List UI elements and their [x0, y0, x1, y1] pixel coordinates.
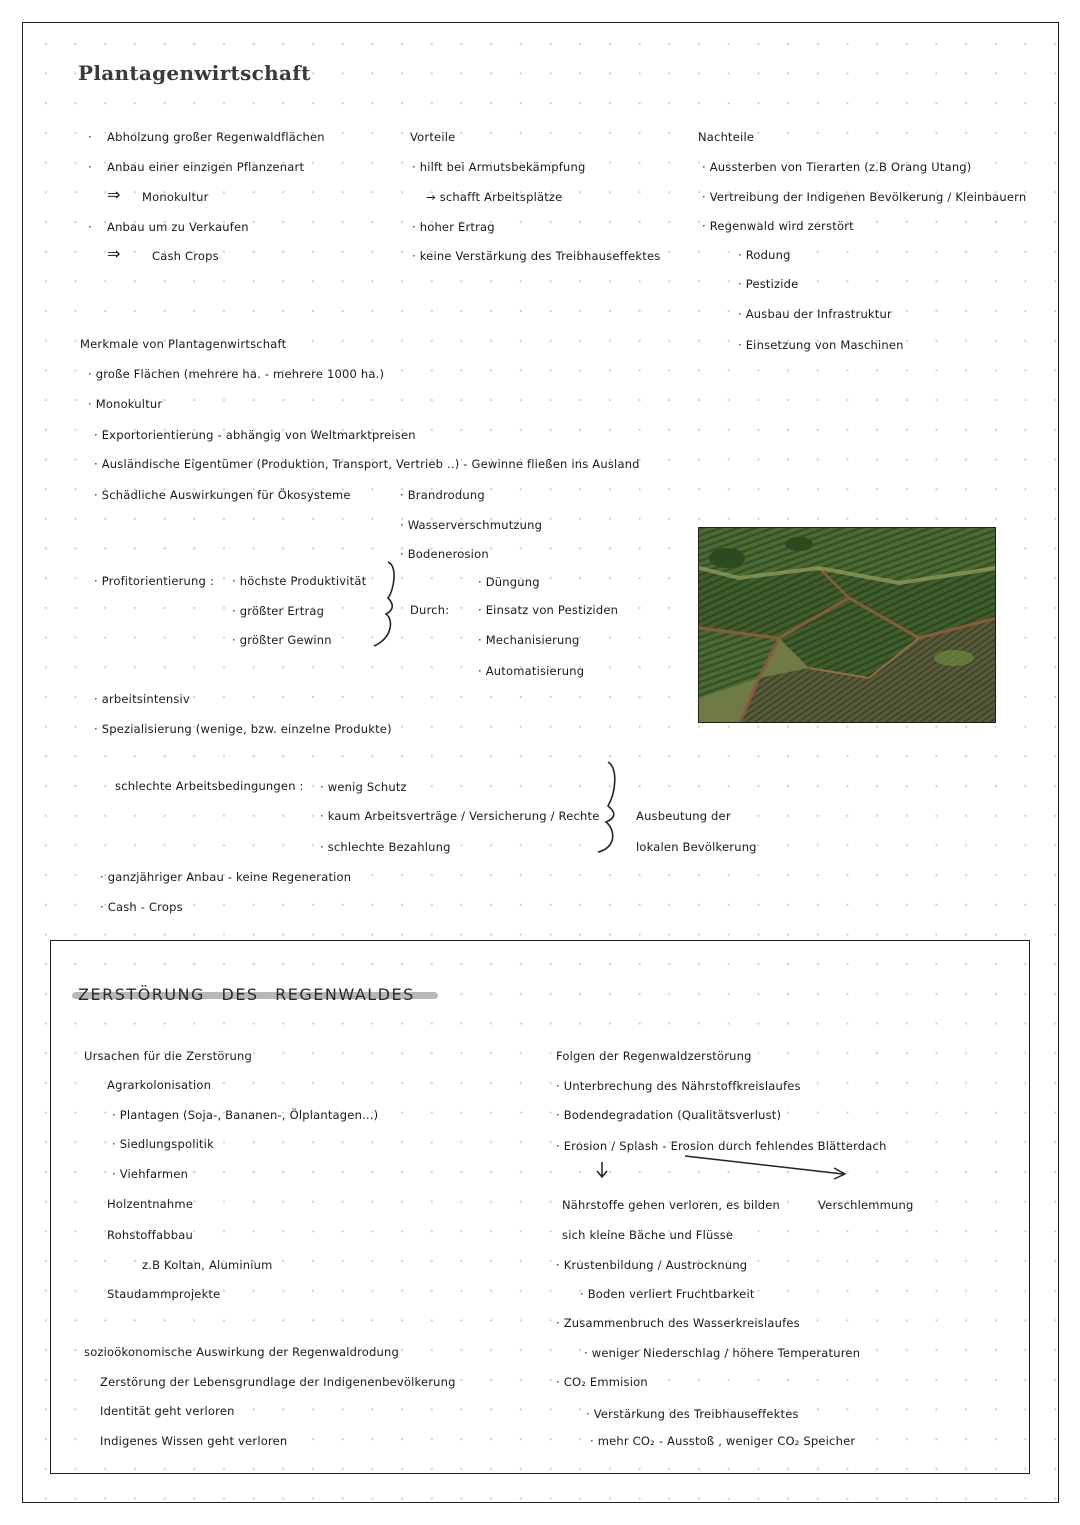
merkmal-text: ganzjähriger Anbau - keine Regeneration — [107, 870, 352, 884]
nachteil-text: Vertreibung der Indigenen Bevölkerung / Kleinbauern — [709, 190, 1027, 204]
durch-text: Automatisierung — [485, 664, 585, 678]
folge-text: Boden verliert Fruchtbarkeit — [587, 1287, 755, 1301]
folge-item: · Krustenbildung / Austrocknung — [556, 1258, 748, 1272]
implies-arrow-icon: ⇒ — [107, 244, 121, 263]
oeko-text: Brandrodung — [407, 488, 485, 502]
merkmal-text: Monokultur — [95, 397, 163, 411]
ursache-text: Plantagen (Soja-, Bananen-, Ölplantagen...) — [119, 1108, 379, 1122]
vorteil-text: hilft bei Armutsbekämpfung — [419, 160, 586, 174]
folge-text: Zusammenbruch des Wasserkreislaufes — [563, 1316, 800, 1330]
vorteil-item: · hilft bei Armutsbekämpfung — [412, 160, 586, 174]
merkmal-item: · arbeitsintensiv — [94, 692, 190, 706]
merkmale-heading: Merkmale von Plantagenwirtschaft — [80, 337, 287, 351]
vorteil-text: schafft Arbeitsplätze — [439, 190, 563, 204]
vorteil-item: → schafft Arbeitsplätze — [426, 190, 563, 204]
plantation-photo — [698, 527, 996, 723]
oeko-text: Wasserverschmutzung — [407, 518, 543, 532]
merkmal-item: · Spezialisierung (wenige, bzw. einzelne Produkte) — [94, 722, 392, 736]
ursache-text: Staudammprojekte — [107, 1287, 221, 1301]
ursache-text: z.B Koltan, Aluminium — [142, 1258, 273, 1272]
folge-item: · CO₂ Emmision — [556, 1375, 648, 1389]
ursache-item: · Plantagen (Soja-, Bananen-, Ölplantagen...) — [112, 1108, 379, 1122]
ursache-text: Viehfarmen — [119, 1167, 189, 1181]
intro-line: Anbau um zu Verkaufen — [107, 220, 249, 234]
nachteil-item: · Einsetzung von Maschinen — [738, 338, 904, 352]
arbeit-item: · wenig Schutz — [320, 780, 407, 794]
merkmal-text: Spezialisierung (wenige, bzw. einzelne Produkte) — [101, 722, 392, 736]
merkmal-item: · Exportorientierung - abhängig von Weltmarktpreisen — [94, 428, 416, 442]
profit-item: · größter Ertrag — [232, 604, 325, 618]
nachteil-text: Pestizide — [745, 277, 799, 291]
merkmal-item: · große Flächen (mehrere ha. - mehrere 1000 ha.) — [88, 367, 385, 381]
folge-text: weniger Niederschlag / höhere Temperaturen — [591, 1346, 861, 1360]
intro-line: Monokultur — [142, 190, 209, 204]
folge-text: Verschlemmung — [818, 1198, 914, 1212]
bullet: · — [88, 220, 92, 234]
profit-item: · höchste Produktivität — [232, 574, 367, 588]
merkmal-item: · Ausländische Eigentümer (Produktion, Transport, Vertrieb ..) - Gewinne fließen ins Ausland — [94, 457, 640, 471]
ursache-text: Siedlungspolitik — [119, 1137, 214, 1151]
sozio-text: Zerstörung der Lebensgrundlage der Indigenenbevölkerung — [100, 1375, 456, 1389]
merkmal-item: · Profitorientierung : — [94, 574, 214, 588]
ausbeutung-text: Ausbeutung der — [636, 809, 731, 823]
intro-line: Abholzung großer Regenwaldflächen — [107, 130, 325, 144]
folge-item: · weniger Niederschlag / höhere Temperaturen — [584, 1346, 861, 1360]
nachteile-heading: Nachteile — [698, 130, 755, 144]
arbeit-item: · schlechte Bezahlung — [320, 840, 451, 854]
ursache-text: Holzentnahme — [107, 1197, 194, 1211]
folge-item: · Bodendegradation (Qualitätsverlust) — [556, 1108, 782, 1122]
folge-text: Unterbrechung des Nährstoffkreislaufes — [563, 1079, 801, 1093]
ursache-text: Agrarkolonisation — [107, 1078, 212, 1092]
merkmal-text: Cash - Crops — [107, 900, 183, 914]
merkmal-text: arbeitsintensiv — [101, 692, 190, 706]
sozio-heading: sozioökonomische Auswirkung der Regenwaldrodung — [84, 1345, 399, 1359]
bullet: · — [88, 130, 92, 144]
vorteil-text: hoher Ertrag — [419, 220, 495, 234]
merkmal-text: Profitorientierung : — [101, 574, 214, 588]
vorteil-item: · hoher Ertrag — [412, 220, 495, 234]
folge-item: · Zusammenbruch des Wasserkreislaufes — [556, 1316, 800, 1330]
profit-text: höchste Produktivität — [239, 574, 367, 588]
ursachen-heading: Ursachen für die Zerstörung — [84, 1049, 252, 1063]
nachteil-item: · Rodung — [738, 248, 791, 262]
folge-item: · Erosion / Splash - Erosion durch fehlendes Blätterdach — [556, 1139, 887, 1153]
merkmal-item: · Monokultur — [88, 397, 163, 411]
ursache-item: · Siedlungspolitik — [112, 1137, 214, 1151]
durch-text: Mechanisierung — [485, 633, 580, 647]
nachteil-text: Regenwald wird zerstört — [709, 219, 854, 233]
profit-text: größter Gewinn — [239, 633, 332, 647]
ursache-item: · Viehfarmen — [112, 1167, 189, 1181]
oeko-item: · Brandrodung — [400, 488, 485, 502]
oeko-item: · Bodenerosion — [400, 547, 489, 561]
arbeit-text: schlechte Bezahlung — [327, 840, 451, 854]
folge-text: mehr CO₂ - Ausstoß , weniger CO₂ Speicher — [597, 1434, 856, 1448]
profit-text: größter Ertrag — [239, 604, 325, 618]
nachteil-item: · Ausbau der Infrastruktur — [738, 307, 892, 321]
durch-item: · Mechanisierung — [478, 633, 580, 647]
arbeit-text: wenig Schutz — [327, 780, 407, 794]
nachteil-item: · Vertreibung der Indigenen Bevölkerung / Kleinbauern — [702, 190, 1027, 204]
merkmal-item: · ganzjähriger Anbau - keine Regeneration — [100, 870, 352, 884]
folge-text: sich kleine Bäche und Flüsse — [562, 1228, 734, 1242]
merkmal-text: Schädliche Auswirkungen für Ökosysteme — [101, 488, 351, 502]
folge-text: CO₂ Emmision — [563, 1375, 648, 1389]
nachteil-item: · Regenwald wird zerstört — [702, 219, 854, 233]
durch-item: · Einsatz von Pestiziden — [478, 603, 619, 617]
nachteil-text: Rodung — [745, 248, 791, 262]
brace-profit — [374, 562, 394, 646]
durch-item: · Düngung — [478, 575, 540, 589]
vorteil-item: · keine Verstärkung des Treibhauseffektes — [412, 249, 661, 263]
folge-text: Nährstoffe gehen verloren, es bilden — [562, 1198, 780, 1212]
bullet: · — [88, 160, 92, 174]
zerstoerung-title: ZERSTÖRUNG DES REGENWALDES — [78, 985, 415, 1004]
vorteil-text: keine Verstärkung des Treibhauseffektes — [419, 249, 661, 263]
nachteil-text: Aussterben von Tierarten (z.B Orang Utang) — [709, 160, 972, 174]
nachteil-item: · Aussterben von Tierarten (z.B Orang Utang) — [702, 160, 972, 174]
arbeitsbedingungen-label: schlechte Arbeitsbedingungen : — [115, 779, 304, 793]
ausbeutung-text: lokalen Bevölkerung — [636, 840, 757, 854]
merkmal-item: · Cash - Crops — [100, 900, 183, 914]
profit-item: · größter Gewinn — [232, 633, 332, 647]
folge-item: · Boden verliert Fruchtbarkeit — [580, 1287, 755, 1301]
folge-item: · mehr CO₂ - Ausstoß , weniger CO₂ Speicher — [590, 1434, 856, 1448]
nachteil-item: · Pestizide — [738, 277, 799, 291]
vorteile-heading: Vorteile — [410, 130, 456, 144]
folge-text: Krustenbildung / Austrocknung — [563, 1258, 748, 1272]
arbeit-item: · kaum Arbeitsverträge / Versicherung / Rechte — [320, 809, 600, 823]
folge-text: Bodendegradation (Qualitätsverlust) — [563, 1108, 782, 1122]
merkmal-text: Exportorientierung - abhängig von Weltmarktpreisen — [101, 428, 416, 442]
intro-line: Anbau einer einzigen Pflanzenart — [107, 160, 305, 174]
merkmal-text: Ausländische Eigentümer (Produktion, Transport, Vertrieb ..) - Gewinne fließen ins Ausland — [101, 457, 640, 471]
sozio-text: Indigenes Wissen geht verloren — [100, 1434, 288, 1448]
brace-arbeit — [598, 762, 615, 852]
nachteil-text: Einsetzung von Maschinen — [745, 338, 904, 352]
folge-text: Verstärkung des Treibhauseffektes — [593, 1407, 799, 1421]
ursache-text: Rohstoffabbau — [107, 1228, 194, 1242]
intro-line: Cash Crops — [152, 249, 219, 263]
folge-item: · Unterbrechung des Nährstoffkreislaufes — [556, 1079, 801, 1093]
folge-text: Erosion / Splash - Erosion durch fehlendes Blätterdach — [563, 1139, 887, 1153]
merkmal-item: · Schädliche Auswirkungen für Ökosysteme — [94, 488, 351, 502]
page-title: Plantagenwirtschaft — [78, 61, 311, 85]
merkmal-text: große Flächen (mehrere ha. - mehrere 1000 ha.) — [95, 367, 385, 381]
plantation-illustration — [699, 528, 996, 723]
arbeit-text: kaum Arbeitsverträge / Versicherung / Rechte — [327, 809, 600, 823]
durch-text: Düngung — [485, 575, 540, 589]
folgen-heading: Folgen der Regenwaldzerstörung — [556, 1049, 752, 1063]
durch-label: Durch: — [410, 603, 450, 617]
nachteil-text: Ausbau der Infrastruktur — [745, 307, 892, 321]
sozio-text: Identität geht verloren — [100, 1404, 235, 1418]
durch-text: Einsatz von Pestiziden — [485, 603, 619, 617]
oeko-text: Bodenerosion — [407, 547, 489, 561]
durch-item: · Automatisierung — [478, 664, 585, 678]
folge-item: · Verstärkung des Treibhauseffektes — [586, 1407, 799, 1421]
oeko-item: · Wasserverschmutzung — [400, 518, 543, 532]
implies-arrow-icon: ⇒ — [107, 185, 121, 204]
